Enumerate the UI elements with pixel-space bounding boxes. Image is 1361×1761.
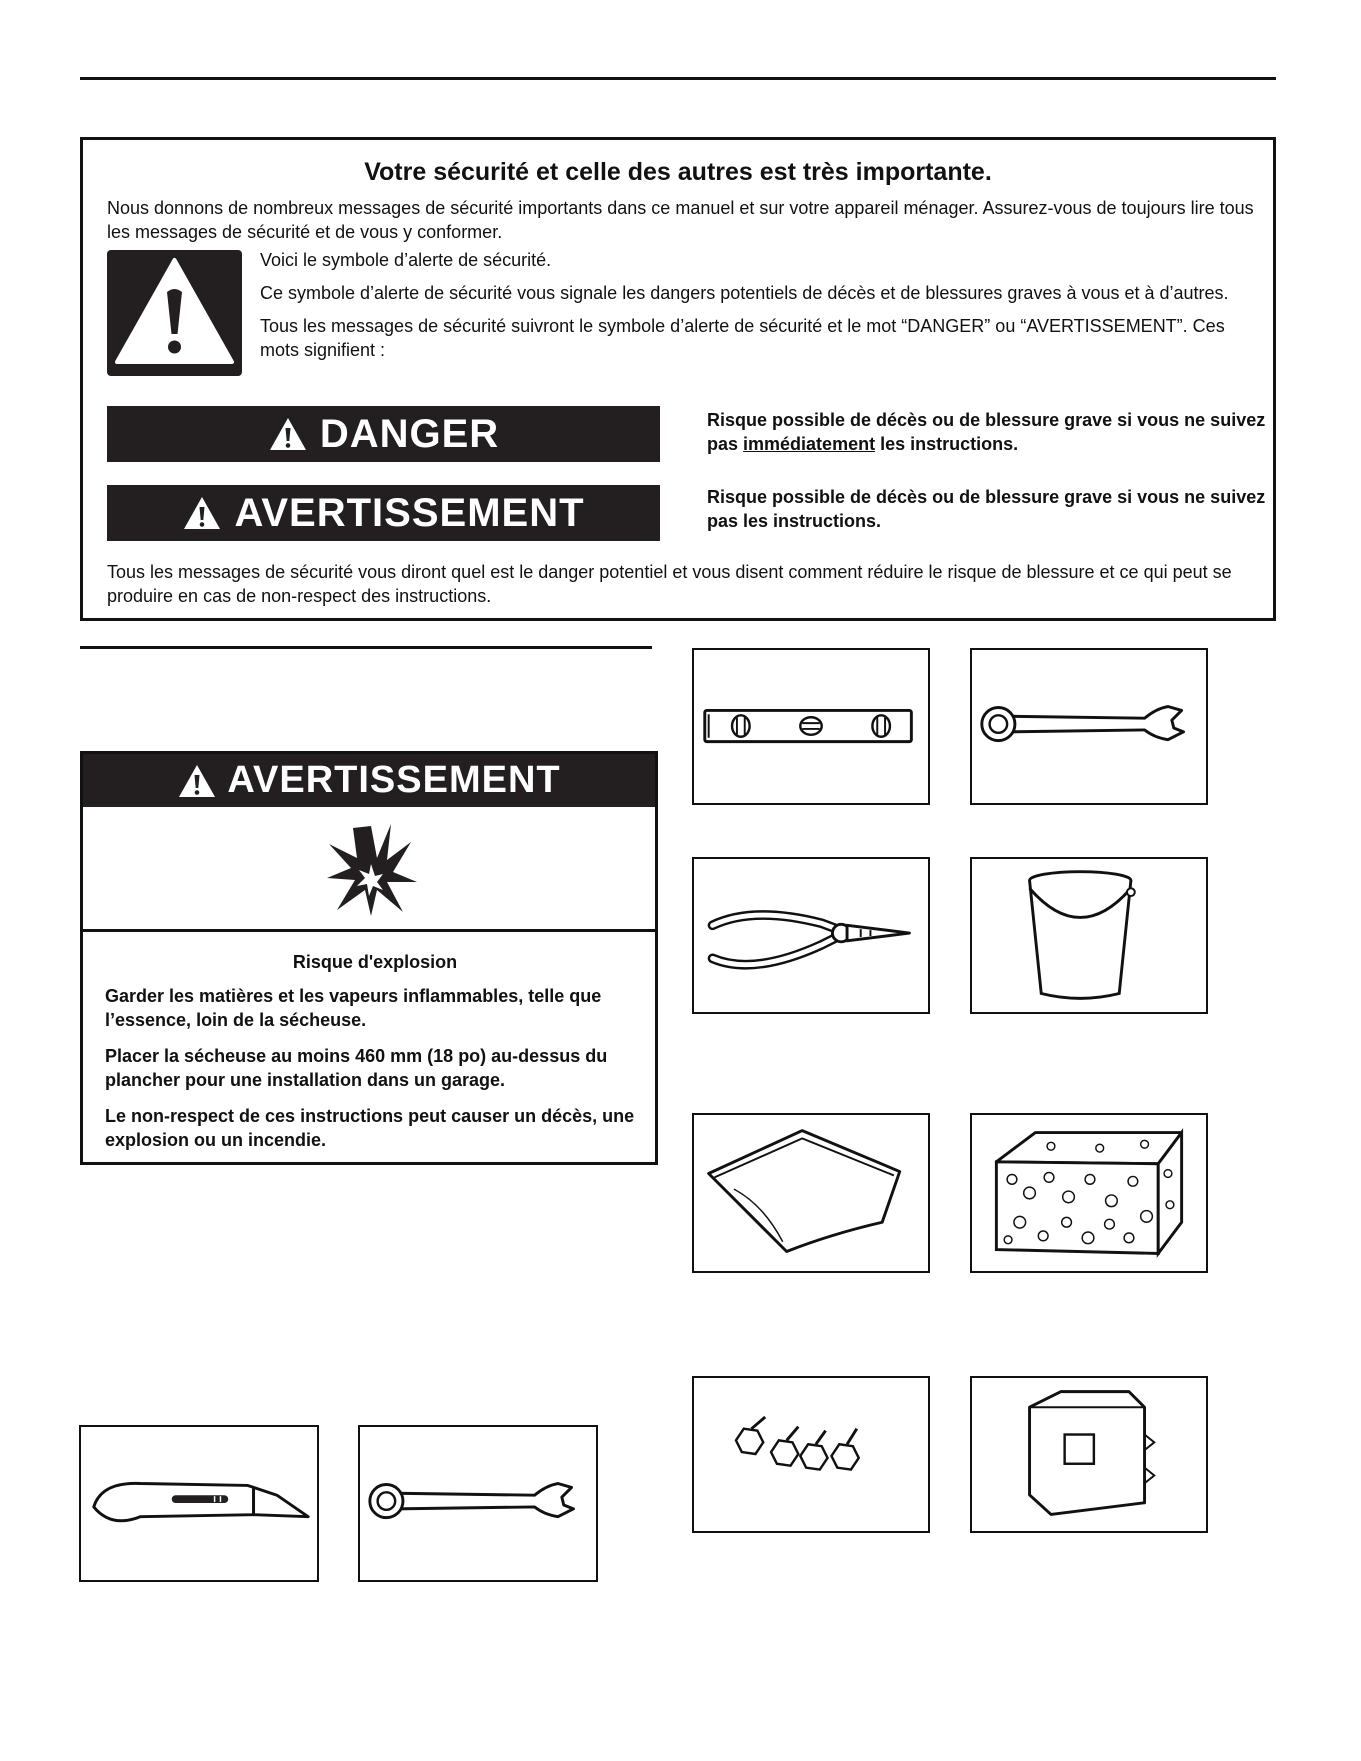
warning-triangle-icon	[268, 416, 308, 452]
danger-desc-b: les instructions.	[875, 434, 1019, 454]
sponge-icon	[972, 1115, 1206, 1271]
warning-line-3: Le non-respect de ces instructions peut causer un décès, une explosion ou un incendie.	[105, 1106, 635, 1150]
utility-knife-icon	[81, 1427, 317, 1580]
safety-intro: Nous donnons de nombreux messages de sécurité importants dans ce manuel et sur votre appareil ménager. Assurez-vous de toujours lire tous les messages de sécurité et de vous y conformer.	[107, 198, 1254, 242]
warning-line-1: Garder les matières et les vapeurs inflammables, telle que l’essence, loin de la sécheuse.	[105, 986, 602, 1030]
wrench-tool-box	[970, 648, 1208, 805]
wrench-tool-box-2	[358, 1425, 598, 1582]
warning-box-label: AVERTISSEMENT	[227, 759, 561, 801]
warning-box-divider	[83, 929, 655, 932]
danger-desc-underlined: immédiatement	[743, 434, 876, 454]
explosion-warning-box	[80, 751, 658, 1165]
alert-explanation	[260, 248, 1240, 371]
safety-outro: Tous les messages de sécurité vous diront quel est le danger potentiel et vous disent comment réduire le risque de blessure et ce qui peut se produire en cas de non-respect des instructions.	[107, 562, 1232, 606]
danger-banner	[107, 406, 660, 462]
warning-description: Risque possible de décès ou de blessure grave si vous ne suivez pas les instructions.	[707, 487, 1266, 531]
sponge-tool-box	[970, 1113, 1208, 1273]
level-icon	[694, 650, 928, 803]
warning-triangle-icon	[182, 495, 222, 531]
wrench-icon	[360, 1427, 596, 1580]
risk-title: Risque d'explosion	[292, 952, 458, 972]
danger-description	[707, 408, 1277, 456]
safety-title: Votre sécurité et celle des autres est très importante.	[364, 158, 992, 186]
danger-desc-a: Risque possible de décès ou de blessure grave si vous ne suivez pas	[707, 410, 1266, 454]
bucket-tool-box	[970, 857, 1208, 1014]
warning-line-2: Placer la sécheuse au moins 460 mm (18 po) au-dessus du plancher pour une installation dans un garage.	[105, 1046, 608, 1090]
bracket-tool-box	[970, 1376, 1208, 1533]
section-rule	[80, 646, 652, 649]
plastic-bag-icon	[694, 1115, 928, 1271]
wrench-icon	[972, 650, 1206, 803]
danger-label: DANGER	[319, 411, 500, 456]
screws-icon	[694, 1378, 928, 1531]
explosion-icon	[321, 820, 421, 920]
warning-label: AVERTISSEMENT	[234, 490, 585, 535]
warning-banner	[107, 485, 660, 541]
bucket-icon	[972, 859, 1206, 1012]
pliers-tool-box	[692, 857, 930, 1014]
top-rule	[80, 77, 1276, 80]
signal-words-line: Tous les messages de sécurité suivront le symbole d’alerte de sécurité et le mot “DANGER” ou “AVERTISSEMENT”. Ces mots signifient :	[260, 316, 1225, 360]
symbol-meaning: Ce symbole d’alerte de sécurité vous signale les dangers potentiels de décès et de blessures graves à vous et à d’autres.	[260, 283, 1229, 303]
knife-tool-box	[79, 1425, 319, 1582]
safety-alert-symbol-icon	[107, 250, 242, 376]
warning-box-text	[105, 950, 645, 1164]
bag-tool-box	[692, 1113, 930, 1273]
bracket-icon	[972, 1378, 1206, 1531]
pliers-icon	[694, 859, 928, 1012]
level-tool-box	[692, 648, 930, 805]
warning-box-header	[83, 754, 655, 807]
symbol-line: Voici le symbole d’alerte de sécurité.	[260, 250, 552, 270]
safety-box	[80, 137, 1276, 621]
warning-triangle-icon	[177, 763, 217, 799]
screws-tool-box	[692, 1376, 930, 1533]
